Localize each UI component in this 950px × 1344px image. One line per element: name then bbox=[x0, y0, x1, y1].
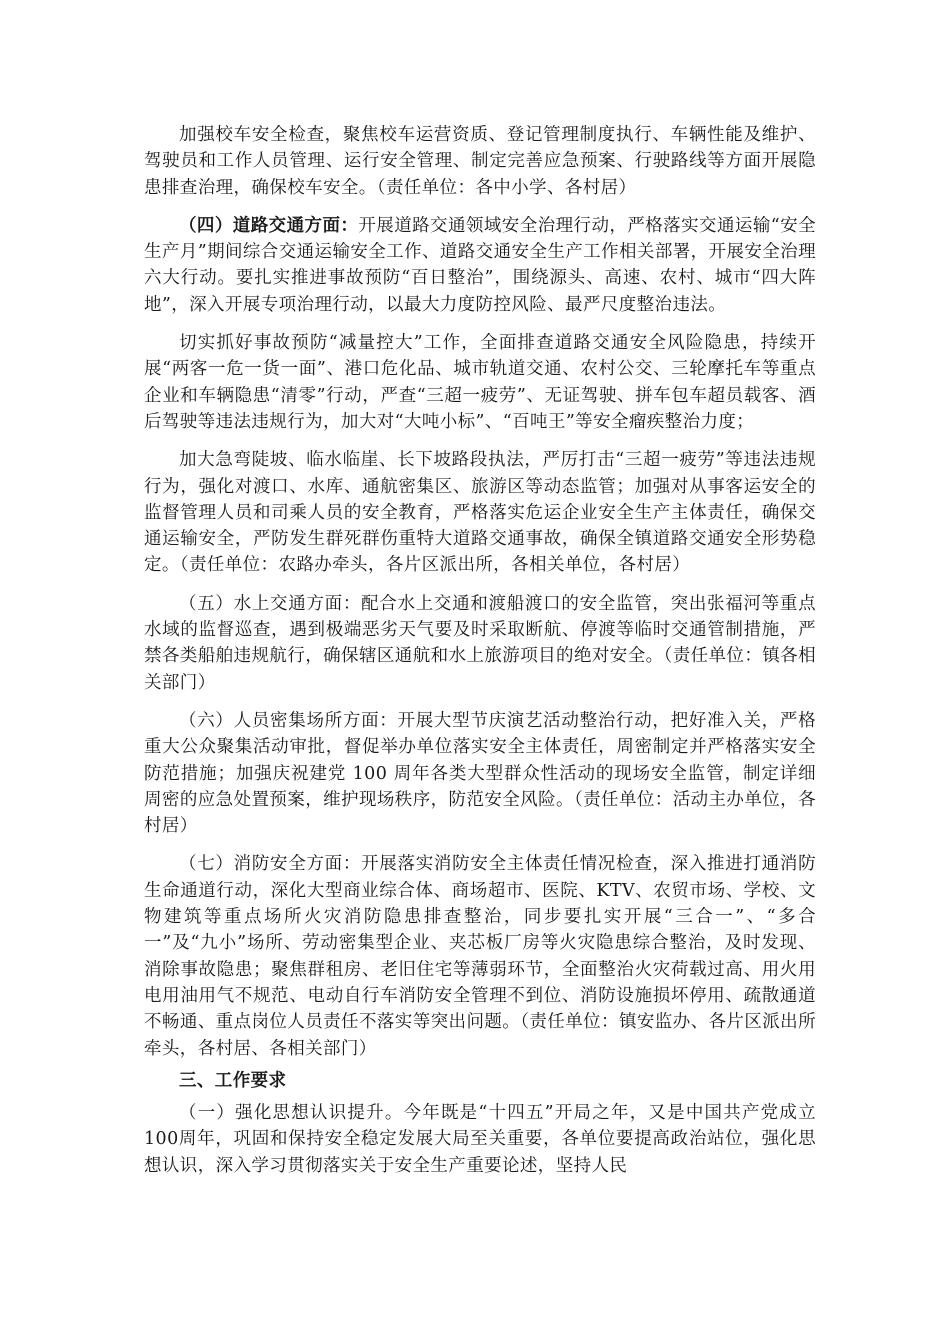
paragraph-lead-heading: （四）道路交通方面： bbox=[179, 215, 359, 236]
paragraph-crowded-places bbox=[144, 708, 816, 839]
document-page bbox=[144, 122, 816, 1191]
paragraph-text: （六）人员密集场所方面：开展大型节庆演艺活动整治行动，把好准入关，严格重大公众聚集活动审批，督促举办单位落实安全主体责任，周密制定并严格落实安全防范措施；加强庆祝建党 100 周年各类大型群众性活动的现场安全监管，制定详细周密的应急处置预案，维护现场秩序，防范安全风险。（责任单位：活动主办单位，各村居） bbox=[144, 710, 816, 837]
paragraph-road-traffic bbox=[144, 213, 816, 318]
paragraph-text: 加强校车安全检查，聚焦校车运营资质、登记管理制度执行、车辆性能及维护、驾驶员和工作人员管理、运行安全管理、制定完善应急预案、行驶路线等方面开展隐患排查治理，确保校车安全。（责任单位：各中小学、各村居） bbox=[144, 125, 816, 198]
section-heading: 三、工作要求 bbox=[179, 1070, 287, 1091]
paragraph-law-enforcement bbox=[144, 447, 816, 578]
paragraph-text: （五）水上交通方面：配合水上交通和渡船渡口的安全监管，突出张福河等重点水域的监督巡查，遇到极端恶劣天气要及时采取断航、停渡等临时交通管制措施，严禁各类船舶违规航行，确保辖区通航和水上旅游项目的绝对安全。（责任单位：镇各相关部门） bbox=[144, 593, 816, 693]
paragraph-school-bus bbox=[144, 122, 816, 201]
paragraph-text: 加大急弯陡坡、临水临崖、长下坡路段执法，严厉打击“三超一疲劳”等违法违规行为，强化对渡口、水库、通航密集区、旅游区等动态监管；加强对从事客运安全的监督管理人员和司乘人员的安全教育，严格落实危运企业安全生产主体责任，确保交通运输安全，严防发生群死群伤重特大道路交通事故，确保全镇道路交通安全形势稳定。（责任单位：农路办牵头，各片区派出所，各相关单位，各村居） bbox=[144, 450, 816, 576]
paragraph-text: 切实抓好事故预防“减量控大”工作，全面排查道路交通安全风险隐患，持续开展“两客一危一货一面”、港口危化品、城市轨道交通、农村公交、三轮摩托车等重点企业和车辆隐患“清零”行动，严查“三超一疲劳”、无证驾驶、拼车包车超员载客、酒后驾驶等违法违规行为，加大对“大吨小标”、“百吨王”等安全瘤疾整治力度； bbox=[144, 333, 816, 432]
paragraph-water-traffic bbox=[144, 591, 816, 696]
paragraph-accident-prevention bbox=[144, 330, 816, 435]
paragraph-text: （一）强化思想认识提升。今年既是“十四五”开局之年，又是中国共产党成立100周年，巩固和保持安全稳定发展大局至关重要，各单位要提高政治站位，强化思想认识，深入学习贯彻落实关于安全生产重要论述，坚持人民 bbox=[144, 1103, 816, 1176]
paragraph-work-requirements bbox=[144, 1100, 816, 1179]
paragraph-fire-safety bbox=[144, 851, 816, 1061]
paragraph-text: （七）消防安全方面：开展落实消防安全主体责任情况检查，深入推进打通消防生命通道行动，深化大型商业综合体、商场超市、医院、KTV、农贸市场、学校、文物建筑等重点场所火灾消防隐患排查整治，同步要扎实开展“三合一”、“多合一”及“九小”场所、劳动密集型企业、夹芯板厂房等火灾隐患综合整治，及时发现、消除事故隐患；聚焦群租房、老旧住宅等薄弱环节，全面整治火灾荷载过高、用火用电用油用气不规范、电动自行车消防安全管理不到位、消防设施损坏停用、疏散通道不畅通、重点岗位人员责任不落实等突出问题。（责任单位：镇安监办、各片区派出所牵头，各村居、各相关部门） bbox=[144, 854, 816, 1059]
paragraph-text: 开展道路交通领域安全治理行动，严格落实交通运输“安全生产月”期间综合交通运输安全工作、道路交通安全生产工作相关部署，开展安全治理六大行动。要扎实推进事故预防“百日整治”，围绕源头、高速、农村、城市“四大阵地”，深入开展专项治理行动，以最大力度防控风险、最严尺度整治违法。 bbox=[144, 215, 816, 315]
